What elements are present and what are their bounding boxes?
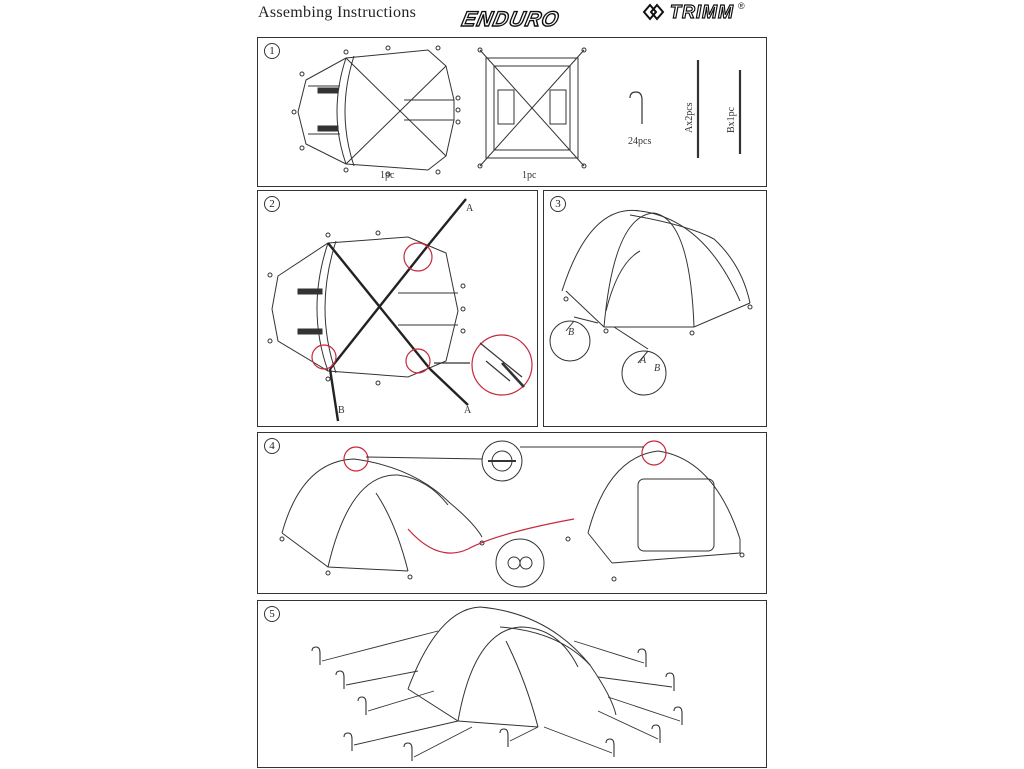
step-5-panel: [257, 600, 767, 768]
step-1-panel: [257, 37, 767, 187]
flysheet-attach-diagram: [258, 433, 768, 595]
peg-icon: [638, 649, 646, 667]
pole-a-line-1: [430, 199, 466, 243]
step-number: 3: [550, 196, 566, 212]
flysheet-illustration: [478, 48, 586, 168]
pole-b-label: B: [338, 405, 345, 416]
step-number: 2: [264, 196, 280, 212]
step-2-panel: [257, 190, 538, 427]
detail-a-label: A: [640, 355, 647, 366]
pole-b-qty-label: Bx1pc: [726, 106, 737, 133]
highlight-circle: [642, 441, 666, 465]
trimm-logo-icon: [640, 1, 666, 23]
peg-icon: [652, 725, 660, 743]
peg-icon: [312, 647, 320, 665]
tent-peg-icon: [630, 92, 642, 124]
pegs-qty-label: 24pcs: [628, 136, 652, 147]
peg-icon: [358, 697, 366, 715]
tent-raising-diagram: [544, 191, 768, 428]
flysheet-qty-label: 1pc: [522, 170, 537, 181]
peg-icon: [500, 729, 508, 747]
peg-icon: [344, 733, 352, 751]
inner-tent-qty-label: 1pc: [380, 170, 395, 181]
pole-a-label-top: A: [466, 203, 474, 214]
attach-arrow: [408, 519, 574, 553]
pole-a-label-bottom: A: [464, 405, 472, 416]
step-number: 4: [264, 438, 280, 454]
detail-b-label: B: [568, 327, 575, 338]
peg-icon: [404, 743, 412, 761]
step-3-panel: [543, 190, 767, 427]
inner-tent-illustration: [292, 46, 460, 176]
step-4-panel: [257, 432, 767, 594]
peg-icon: [336, 671, 344, 689]
step-number: 1: [264, 43, 280, 59]
peg-icon: [674, 707, 682, 725]
pole-insertion-diagram: [258, 191, 539, 428]
detail-b2-label: B: [654, 363, 661, 374]
step-number: 5: [264, 606, 280, 622]
brand-logo: [640, 1, 745, 23]
peg-icon: [666, 673, 674, 691]
pole-a-qty-label: Ax2pcs: [684, 102, 695, 133]
product-name: ENDURO: [459, 8, 562, 31]
pole-b-line: [330, 369, 338, 421]
logo-text: TRIMM: [670, 1, 734, 22]
registered-mark: ®: [737, 1, 745, 11]
peg-icon: [606, 739, 614, 757]
page-title: Assembing Instructions: [258, 4, 417, 21]
guy-line-pegging-diagram: [258, 601, 768, 769]
